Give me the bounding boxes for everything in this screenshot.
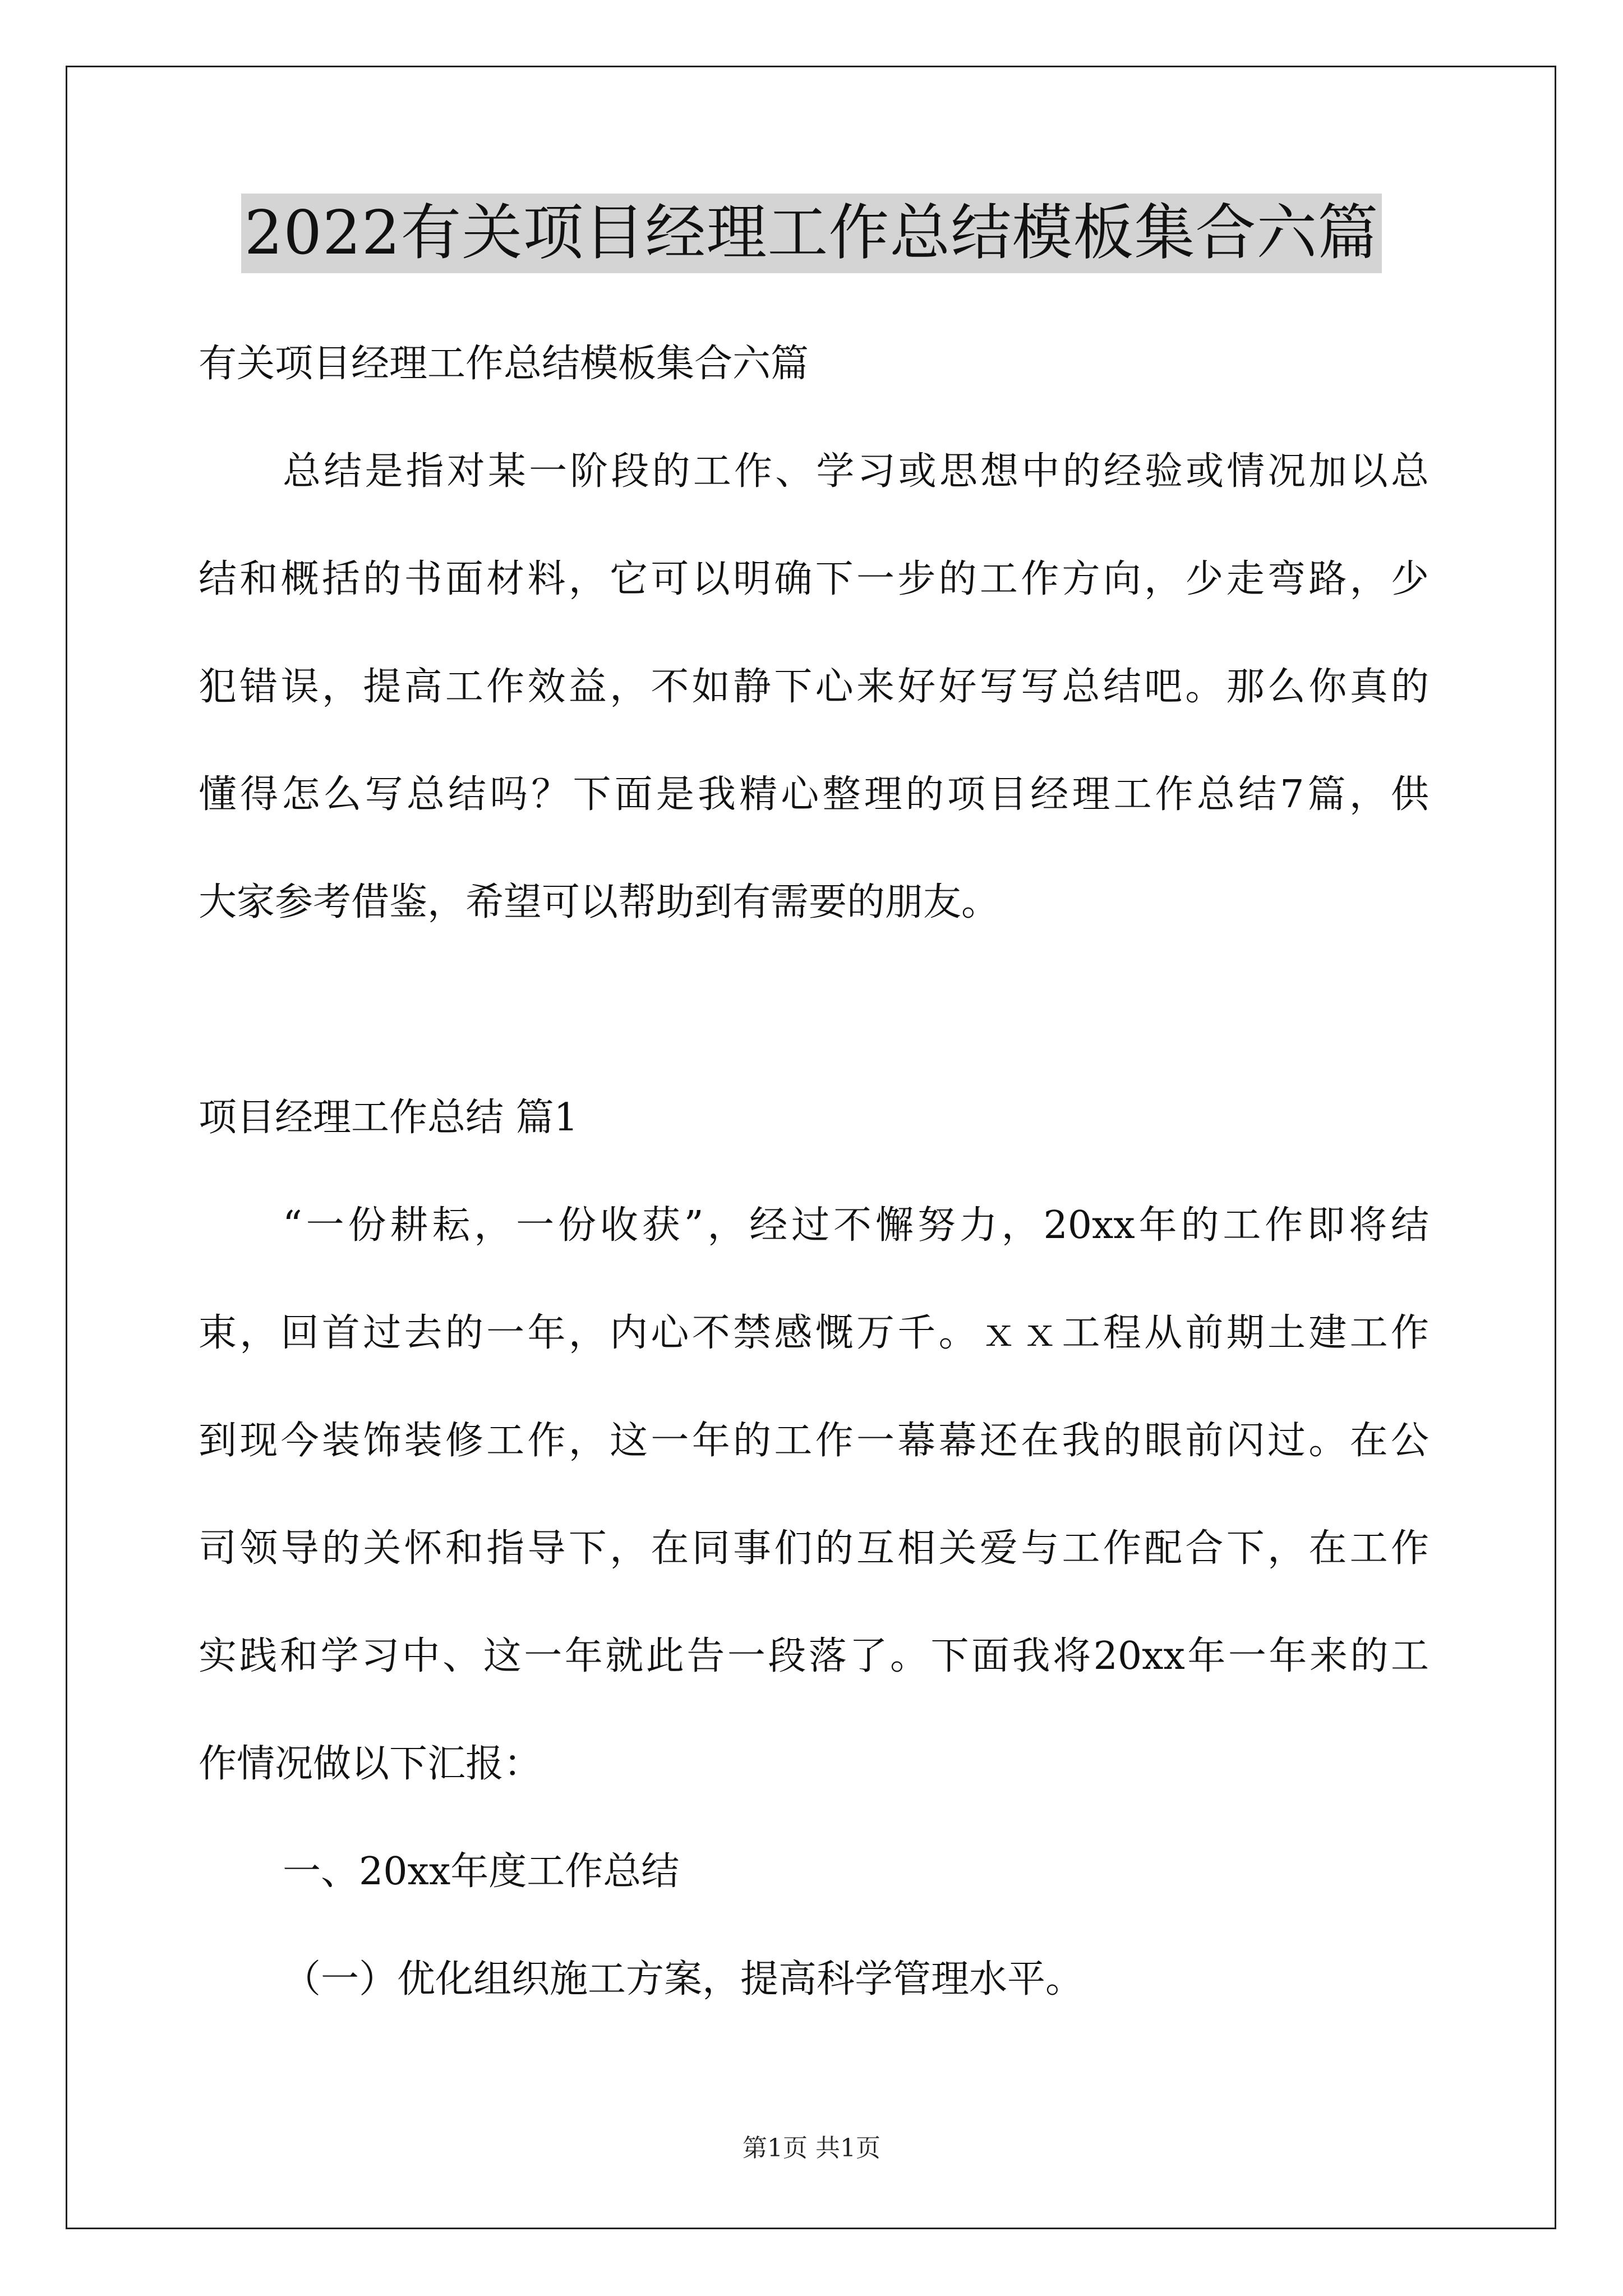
section-line-2: 束，回首过去的一年，内心不禁感慨万千。ｘｘ工程从前期土建工作 — [199, 1311, 1429, 1355]
section-heading: 项目经理工作总结 篇1 — [199, 1096, 578, 1140]
title-wrap — [0, 194, 1623, 273]
page-footer: 第1页 共1页 — [743, 2134, 880, 2162]
section-line-5: 实践和学习中、这一年就此告一段落了。下面我将20xx年一年来的工 — [199, 1634, 1429, 1678]
section-line-6: 作情况做以下汇报： — [199, 1742, 542, 1786]
intro-line-3: 犯错误，提高工作效益，不如静下心来好好写写总结吧。那么你真的 — [199, 665, 1429, 709]
section-line-1: “一份耕耘，一份收获”，经过不懈努力，20xx年的工作即将结 — [283, 1203, 1429, 1248]
section-line-4: 司领导的关怀和指导下，在同事们的互相关爱与工作配合下，在工作 — [199, 1526, 1429, 1571]
intro-line-2: 结和概括的书面材料，它可以明确下一步的工作方向，少走弯路，少 — [199, 557, 1429, 601]
intro-line-1: 总结是指对某一阶段的工作、学习或思想中的经验或情况加以总 — [283, 449, 1429, 494]
document-body — [199, 310, 1429, 2033]
document-title: 2022有关项目经理工作总结模板集合六篇 — [241, 194, 1382, 273]
subtitle: 有关项目经理工作总结模板集合六篇 — [199, 342, 809, 386]
intro-line-4: 懂得怎么写总结吗？下面是我精心整理的项目经理工作总结7篇，供 — [199, 772, 1429, 817]
item-heading: 一、20xx年度工作总结 — [283, 1849, 680, 1894]
intro-line-5: 大家参考借鉴，希望可以帮助到有需要的朋友。 — [199, 880, 1000, 924]
sub-item: （一）优化组织施工方案，提高科学管理水平。 — [283, 1957, 1084, 2001]
blank-line — [199, 956, 1429, 1064]
section-line-3: 到现今装饰装修工作，这一年的工作一幕幕还在我的眼前闪过。在公 — [199, 1419, 1429, 1463]
